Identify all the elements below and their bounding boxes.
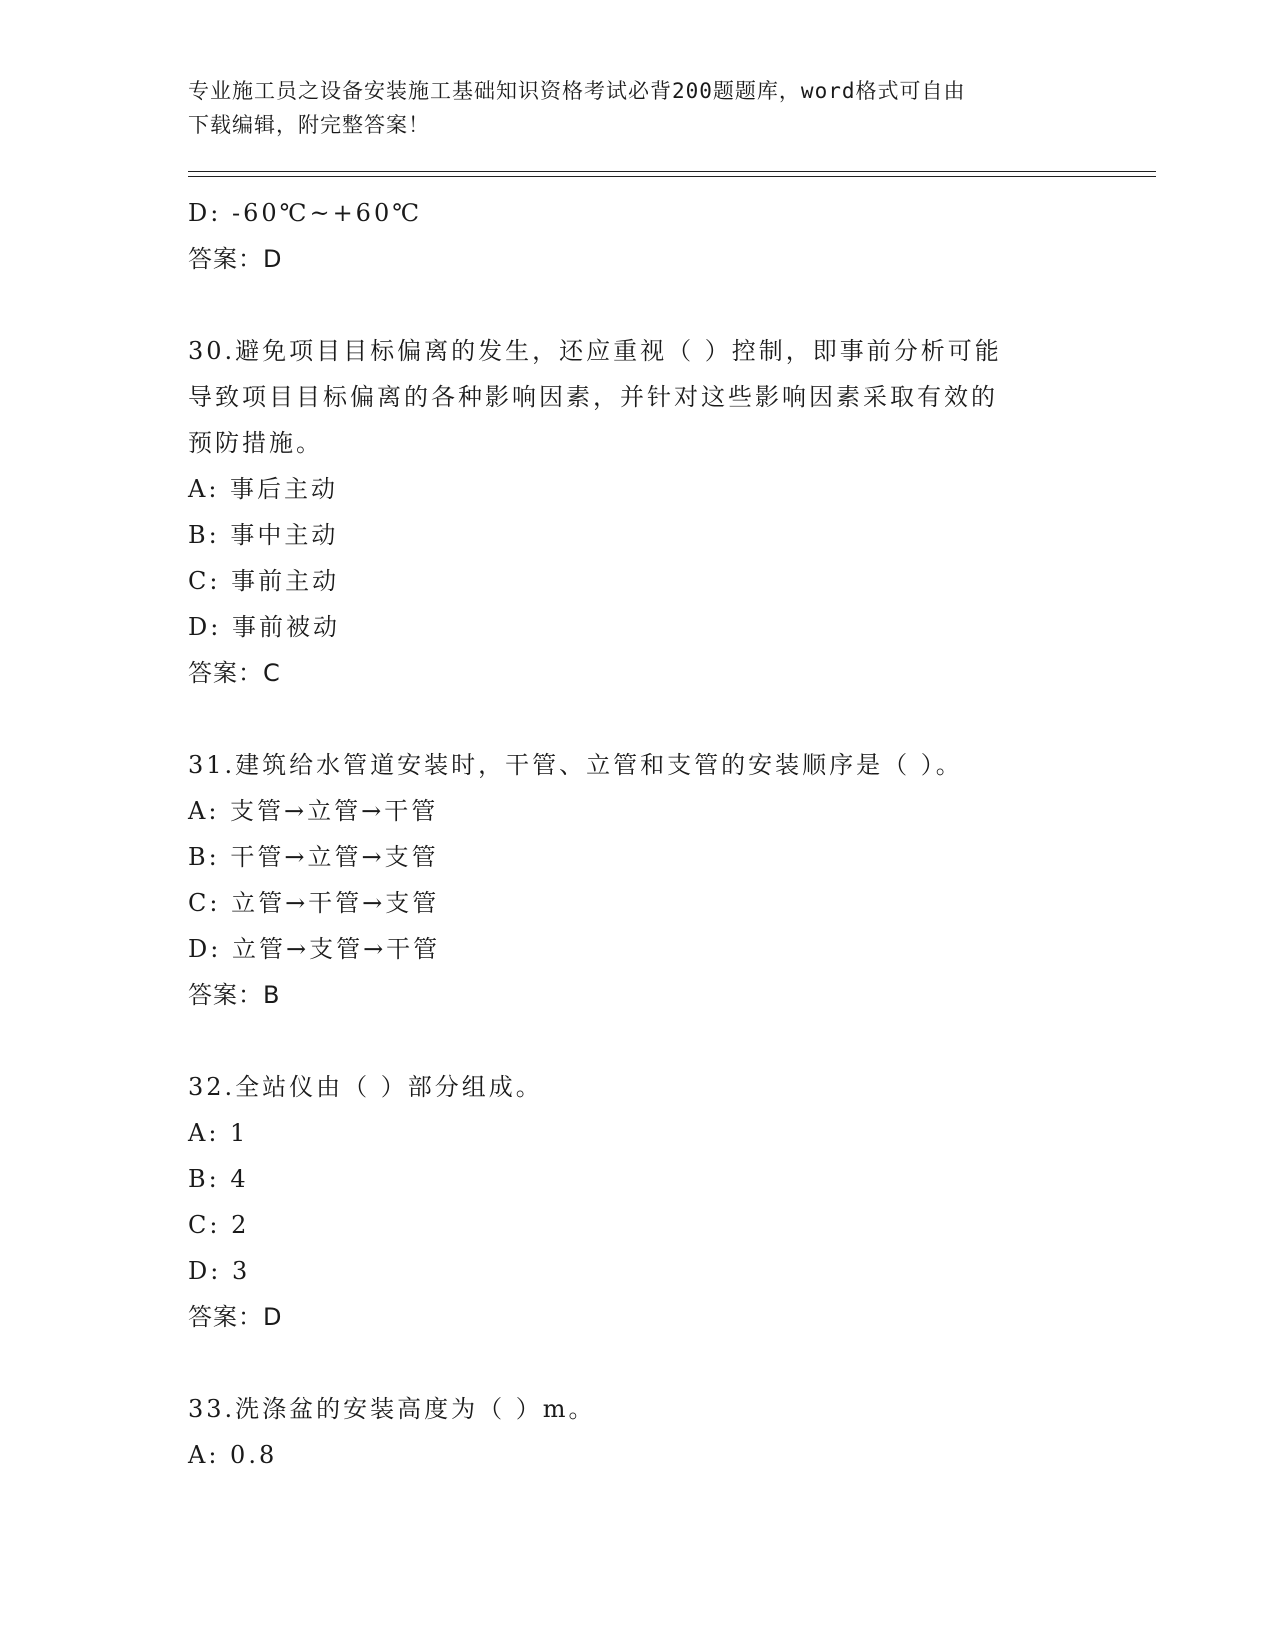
option-c: C: 事前主动 — [188, 567, 340, 595]
option-d: D: 3 — [188, 1257, 251, 1285]
option-a: A: 1 — [188, 1119, 249, 1147]
question-30 — [188, 328, 1088, 696]
question-stem-line: 33.洗涤盆的安装高度为（ ）m。 — [188, 1395, 596, 1423]
answer: 答案：B — [188, 981, 281, 1009]
answer: 答案：D — [188, 1303, 283, 1331]
header-divider-top — [188, 171, 1156, 172]
option-d: D: 立管→支管→干管 — [188, 935, 441, 963]
question-stem-line: 32.全站仪由（ ）部分组成。 — [188, 1073, 543, 1101]
header-divider-bottom — [188, 176, 1156, 177]
prev-option-d: D: -60℃~+60℃ — [188, 199, 423, 227]
question-stem-line: 导致项目目标偏离的各种影响因素，并针对这些影响因素采取有效的 — [188, 383, 998, 411]
option-c: C: 立管→干管→支管 — [188, 889, 440, 917]
question-list — [188, 190, 1088, 1478]
answer: 答案：C — [188, 659, 281, 687]
prev-answer: 答案：D — [188, 245, 283, 273]
question-stem-line: 31.建筑给水管道安装时，干管、立管和支管的安装顺序是（ ）。 — [188, 751, 963, 779]
option-a: A: 支管→立管→干管 — [188, 797, 439, 825]
question-stem-line: 预防措施。 — [188, 429, 323, 457]
question-stem-line: 30.避免项目目标偏离的发生，还应重视（ ）控制，即事前分析可能 — [188, 337, 1002, 365]
option-a: A: 事后主动 — [188, 475, 339, 503]
document-header — [188, 74, 1088, 142]
question-33 — [188, 1386, 1088, 1478]
option-c: C: 2 — [188, 1211, 250, 1239]
option-a: A: 0.8 — [188, 1441, 278, 1469]
option-b: B: 4 — [188, 1165, 249, 1193]
header-title-line1: 专业施工员之设备安装施工基础知识资格考试必背200题题库，word格式可自由 — [188, 79, 966, 103]
option-b: B: 事中主动 — [188, 521, 339, 549]
question-31 — [188, 742, 1088, 1018]
question-32 — [188, 1064, 1088, 1340]
option-d: D: 事前被动 — [188, 613, 340, 641]
header-title-line2: 下载编辑，附完整答案！ — [188, 113, 430, 137]
option-b: B: 干管→立管→支管 — [188, 843, 439, 871]
